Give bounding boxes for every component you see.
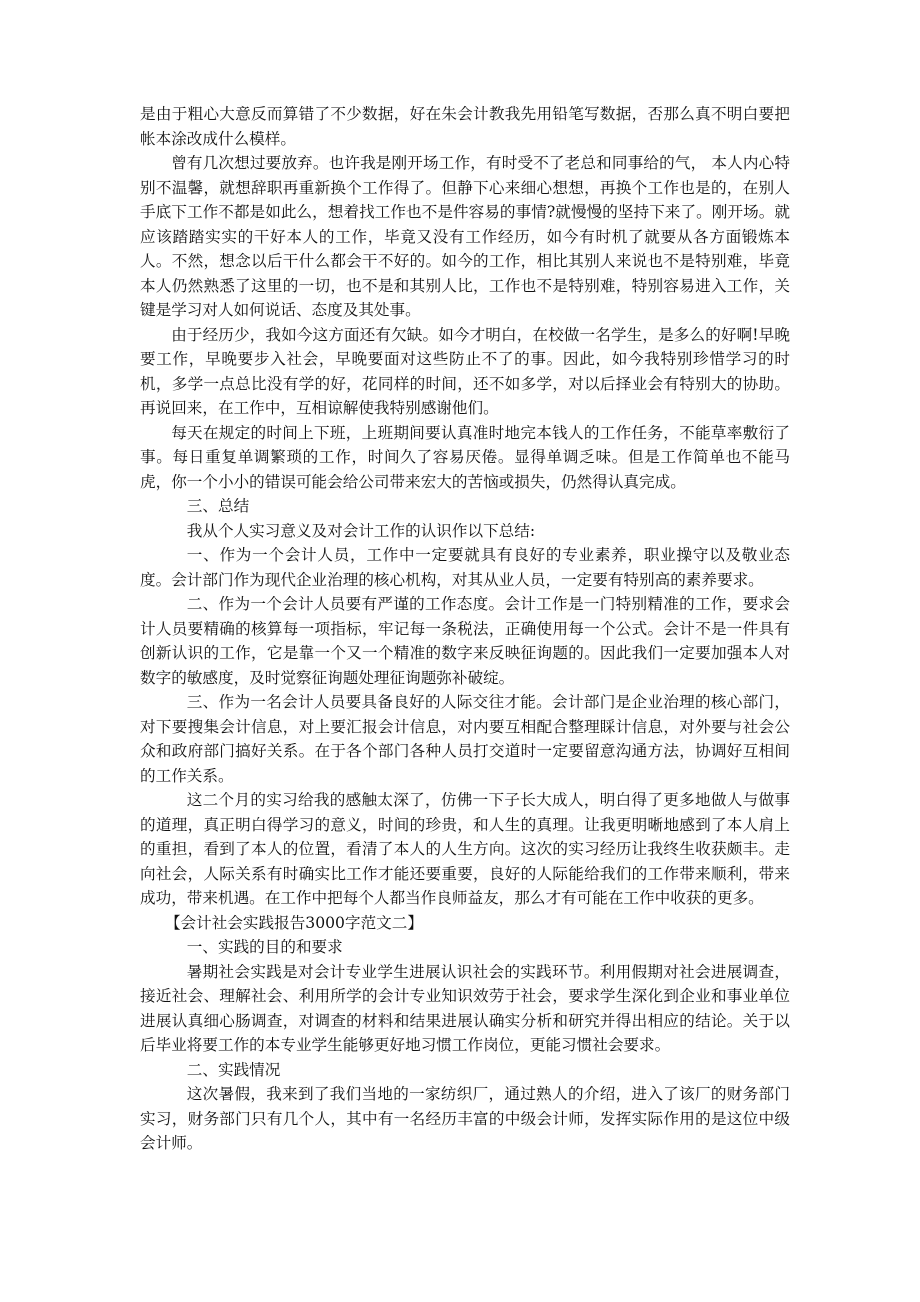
paragraph-point-two: 二、作为一个会计人员要有严谨的工作态度。会计工作是一门特别精准的工作，要求会计人员要精确的核算每一项指标，牢记每一条税法，正确使用每一个公式。会计不是一件具有创新认识的工作，它是靠一个又一个精准的数字来反映征询题的。因此我们一定要加强本人对数字的敏感度，及时觉察征询题处理征询题弥补破绽。: [140, 595, 790, 687]
paragraph-daily-work: 每天在规定的时间上下班，上班期间要认真准时地完本钱人的工作任务，不能草率敷衍了事。每日重复单调繁琐的工作，时间久了容易厌倦。显得单调乏味。但是工作简单也不能马虎，你一个小小的错误可能会给公司带来宏大的苦恼或损失，仍然得认真完成。: [140, 423, 790, 491]
document-page: [140, 102, 790, 1156]
section-heading-purpose: 一、实践的目的和要求: [186, 938, 343, 956]
paragraph-point-three: 三、作为一名会计人员要具备良好的人际交往才能。会计部门是企业治理的核心部门，对下要搜集会计信息，对上要汇报会计信息，对内要互相配合整理睬计信息，对外要与社会公众和政府部门搞好关系。在于各个部门各种人员打交道时一定要留意沟通方法，协调好互相间的工作关系。: [140, 693, 790, 785]
paragraph-reflection: 这二个月的实习给我的感触太深了，仿佛一下子长大成人，明白得了更多地做人与做事的道理，真正明白得学习的意义，时间的珍贵，和人生的真理。让我更明晰地感到了本人肩上的重担，看到了本人的位置，看清了本人的人生方向。这次的实习经历让我终生收获颇丰。走向社会，人际关系有时确实比工作才能还要重要，良好的人际能给我们的工作带来顺利，带来成功，带来机遇。在工作中把每个人都当作良师益友，那么才有可能在工作中收获的更多。: [140, 791, 790, 907]
paragraph-situation: 这次暑假，我来到了我们当地的一家纺织厂，通过熟人的介绍，进入了该厂的财务部门实习，财务部门只有几个人，其中有一名经历丰富的中级会计师，发挥实际作用的是这位中级会计师。: [140, 1085, 790, 1152]
paragraph-giving-up: 曾有几次想过要放弃。也许我是刚开场工作，有时受不了老总和同事给的气， 本人内心特别不温馨，就想辞职再重新换个工作得了。但静下心来细心想想，再换个工作也是的，在别人手底下工作不都是如此么，想着找工作也不是件容易的事情?就慢慢的坚持下来了。刚开场。就应该踏踏实实的干好本人的工作，毕竟又没有工作经历，如今有时机了就要从各方面锻炼本人。不然，想念以后干什么都会干不好的。如今的工作，相比其别人来说也不是特别难，毕竟本人仍然熟悉了这里的一切，也不是和其别人比，工作也不是特别难，特别容易进入工作，关键是学习对人如何说话、态度及其处事。: [140, 154, 790, 319]
section-heading-summary: 三、总结: [186, 497, 250, 515]
section-heading-situation: 二、实践情况: [186, 1060, 281, 1079]
paragraph-point-one: 一、作为一个会计人员，工作中一定要就具有良好的专业素养，职业操守以及敬业态度。会计部门作为现代企业治理的核心机构，对其从业人员，一定要有特别高的素养要求。: [140, 546, 790, 589]
paragraph-experience: 由于经历少，我如今这方面还有欠缺。如今才明白，在校做一名学生，是多么的好啊!早晚要工作，早晚要步入社会，早晚要面对这些防止不了的事。因此，如今我特别珍惜学习的时机，多学一点总比没有学的好，花同样的时间，还不如多学，对以后择业会有特别大的协助。再说回来，在工作中，互相谅解使我特别感谢他们。: [140, 325, 790, 417]
paragraph-purpose: 暑期社会实践是对会计专业学生进展认识社会的实践环节。利用假期对社会进展调查，接近社会、理解社会、利用所学的会计专业知识效劳于社会，要求学生深化到企业和事业单位进展认真细心肠调查，对调查的材料和结果进展认确实分析和研究并得出相应的结论。关于以后毕业将要工作的本专业学生能够更好地习惯工作岗位，更能习惯社会要求。: [140, 962, 790, 1054]
paragraph-summary-intro: 我从个人实习意义及对会计工作的认识作以下总结:: [186, 521, 536, 540]
paragraph-continuation: 是由于粗心大意反而算错了不少数据，好在朱会计教我先用铅笔写数据，否那么真不明白要把帐本涂改成什么模样。: [140, 105, 790, 148]
article-title-two: 【会计社会实践报告3000字范文二】: [164, 913, 423, 932]
